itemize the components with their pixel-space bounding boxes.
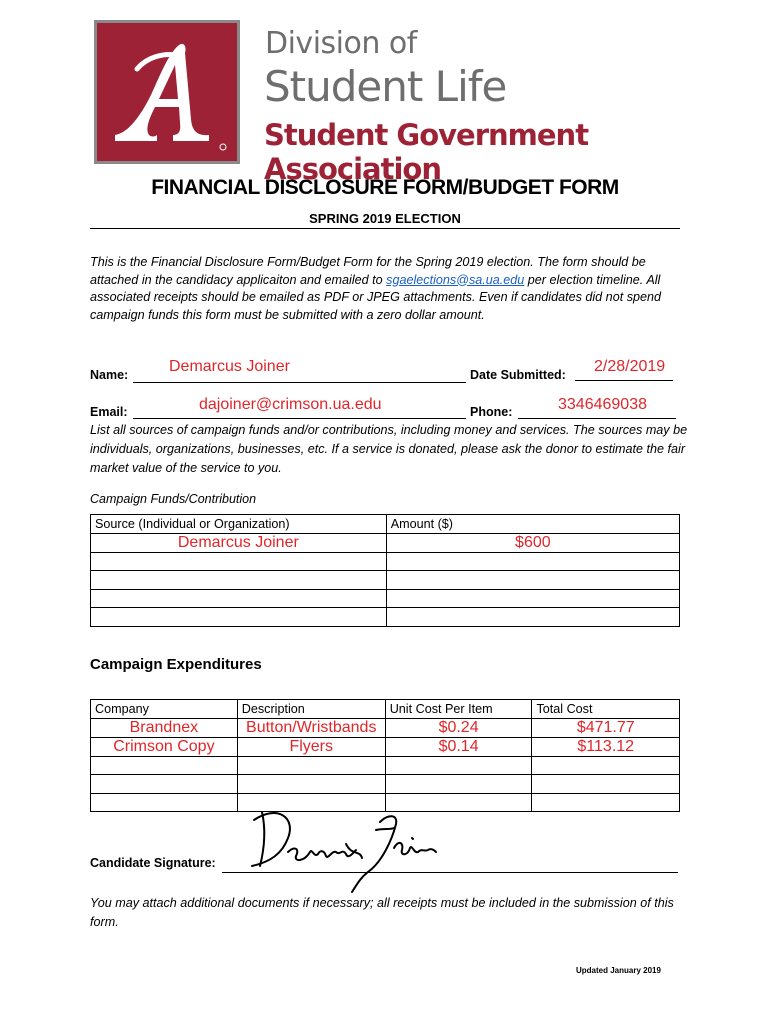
total-cost-cell[interactable]	[532, 775, 680, 794]
description-cell[interactable]	[237, 756, 385, 775]
source-cell[interactable]	[91, 608, 387, 627]
form-title: FINANCIAL DISCLOSURE FORM/BUDGET FORM	[151, 176, 619, 199]
table-row	[91, 737, 680, 756]
table-header-row	[91, 515, 680, 534]
table-row	[91, 552, 680, 571]
source-cell[interactable]	[91, 571, 387, 590]
sga-heading: Student Government Association	[264, 118, 589, 186]
intro-paragraph	[90, 254, 690, 324]
amount-cell[interactable]	[386, 608, 679, 627]
expenditures-section-title: Campaign Expenditures	[90, 656, 262, 673]
funds-table	[90, 514, 680, 627]
table-row	[91, 718, 680, 737]
table-row	[91, 571, 680, 590]
source-cell[interactable]: Demarcus Joiner	[91, 533, 387, 552]
header-company: Company	[91, 700, 238, 719]
amount-cell[interactable]	[386, 552, 679, 571]
amount-cell[interactable]: $600	[386, 533, 679, 552]
phone-label: Phone:	[470, 405, 513, 419]
email-field[interactable]: dajoiner@crimson.ua.edu	[199, 396, 382, 413]
table-row	[91, 589, 680, 608]
header-amount: Amount ($)	[386, 515, 679, 534]
phone-field[interactable]: 3346469038	[558, 396, 647, 413]
amount-cell[interactable]	[386, 571, 679, 590]
total-cost-cell[interactable]: $471.77	[532, 718, 680, 737]
unit-cost-cell[interactable]: $0.14	[385, 737, 532, 756]
header-unit-cost: Unit Cost Per Item	[385, 700, 532, 719]
description-cell[interactable]: Flyers	[237, 737, 385, 756]
total-cost-cell[interactable]	[532, 756, 680, 775]
total-cost-cell[interactable]	[532, 793, 680, 812]
table-header-row	[91, 700, 680, 719]
intro-text-start: This is the Financial Disclosure Form/Budget Form for the Spring 2019 election. The form should be attached in the candidacy applicaiton and emailed to	[90, 255, 646, 287]
date-field[interactable]: 2/28/2019	[594, 358, 666, 375]
description-cell[interactable]: Button/Wristbands	[237, 718, 385, 737]
date-label: Date Submitted:	[470, 368, 566, 382]
header-description: Description	[237, 700, 385, 719]
division-heading: Division of	[265, 26, 417, 61]
company-cell[interactable]	[91, 793, 238, 812]
table-row	[91, 775, 680, 794]
attachments-note: You may attach additional documents if necessary; all receipts must be included in the submission of this form.	[90, 896, 674, 929]
form-subtitle: SPRING 2019 ELECTION	[90, 211, 680, 229]
company-cell[interactable]	[91, 756, 238, 775]
description-cell[interactable]	[237, 775, 385, 794]
header-total-cost: Total Cost	[532, 700, 680, 719]
source-cell[interactable]	[91, 552, 387, 571]
name-field[interactable]: Demarcus Joiner	[169, 358, 290, 375]
funds-section-title: Campaign Funds/Contribution	[90, 492, 257, 506]
unit-cost-cell[interactable]: $0.24	[385, 718, 532, 737]
email-line	[133, 418, 466, 419]
signature-label: Candidate Signature:	[90, 856, 216, 870]
company-cell[interactable]	[91, 775, 238, 794]
source-cell[interactable]	[91, 589, 387, 608]
table-row	[91, 756, 680, 775]
handwritten-signature[interactable]	[248, 800, 438, 895]
total-cost-cell[interactable]: $113.12	[532, 737, 680, 756]
table-row	[91, 533, 680, 552]
header-source: Source (Individual or Organization)	[91, 515, 387, 534]
student-life-heading: Student Life	[264, 62, 507, 111]
instructions-paragraph: List all sources of campaign funds and/or contributions, including money and services. The sources may be individuals, organizations, businesses, etc. If a service is donated, please ask the donor to estimate the fair market value of the service to you.	[90, 423, 688, 475]
unit-cost-cell[interactable]	[385, 775, 532, 794]
company-cell[interactable]: Brandnex	[91, 718, 238, 737]
election-email-link[interactable]: sgaelections@sa.ua.edu	[386, 272, 525, 287]
ua-logo	[94, 20, 240, 164]
table-row	[91, 608, 680, 627]
script-a-logo-icon	[97, 23, 237, 161]
phone-line	[518, 418, 676, 419]
date-line	[575, 380, 673, 381]
name-line	[133, 382, 466, 383]
updated-date: Updated January 2019	[576, 966, 661, 975]
name-label: Name:	[90, 368, 129, 382]
intro-text-end: per election timeline. All associated receipts should be emailed as PDF or JPEG attachments. Even if candidates did not spend campaign funds this form must be submitted with a zero dollar amount.	[90, 272, 662, 322]
email-label: Email:	[90, 405, 128, 419]
expenditures-table	[90, 699, 680, 812]
unit-cost-cell[interactable]	[385, 756, 532, 775]
company-cell[interactable]: Crimson Copy	[91, 737, 238, 756]
amount-cell[interactable]	[386, 589, 679, 608]
